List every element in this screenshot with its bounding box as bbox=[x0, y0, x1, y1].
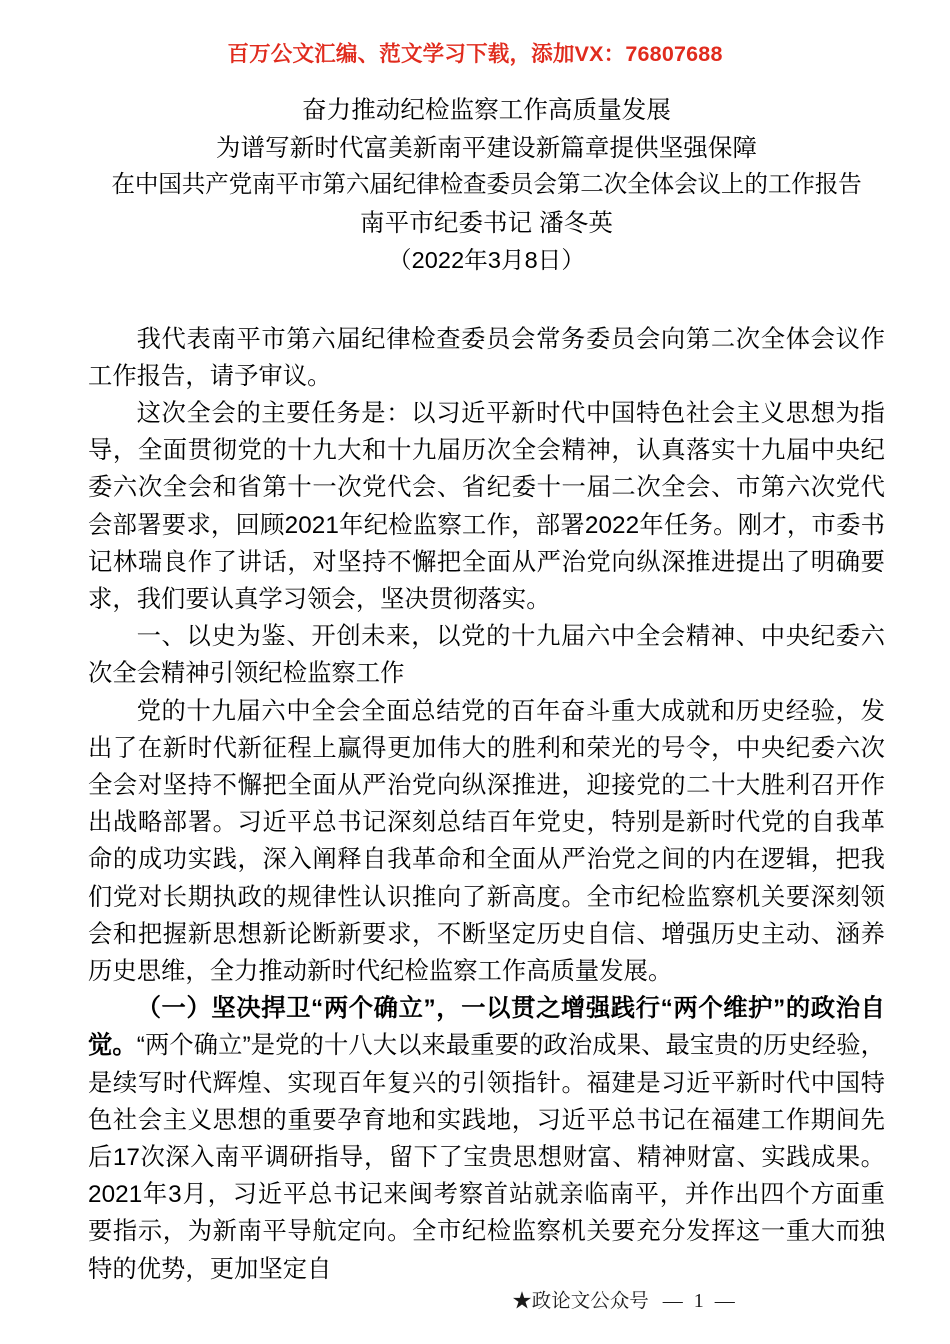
footer-star-icon: ★ bbox=[512, 1291, 532, 1312]
paragraph-subsection-one bbox=[88, 990, 885, 1288]
title-line-3: 在中国共产党南平市第六届纪律检查委员会第二次全体会议上的工作报告 bbox=[111, 172, 862, 198]
title-author-line: 南平市纪委书记 潘冬英 bbox=[360, 209, 613, 237]
title-line-1: 奋力推动纪检监察工作高质量发展 bbox=[302, 97, 671, 124]
promo-header-banner: 百万公文汇编、范文学习下载，添加VX：76807688 bbox=[227, 42, 723, 66]
section-heading-one: 一、以史为鉴、开创未来，以党的十九届六中全会精神、中央纪委六次全会精神引领纪检监察工作 bbox=[88, 623, 885, 688]
paragraph-opening: 我代表南平市第六届纪律检查委员会常务委员会向第二次全体会议作工作报告，请予审议。 bbox=[88, 325, 885, 390]
page-footer bbox=[0, 1289, 950, 1314]
subsection-one-bold-heading: （一）坚决捍卫“两个确立”，一以贯之增强践行“两个维护”的政治自觉。 bbox=[88, 995, 885, 1060]
document-body-column bbox=[88, 92, 885, 1288]
subsection-one-text: “两个确立”是党的十八大以来最重要的政治成果、最宝贵的历史经验，是续写时代辉煌、实现百年复兴的引领指针。福建是习近平新时代中国特色社会主义思想的重要孕育地和实践地，习近平总书记在福建工作期间先后17次深入南平调研指导，留下了宝贵思想财富、精神财富、实践成果。2021年3月，习近平总书记来闽考察首站就亲临南平，并作出四个方面重要指示，为新南平导航定向。全市纪检监察机关要充分发挥这一重大而独特的优势，更加坚定自 bbox=[88, 1032, 885, 1283]
title-date-line: （2022年3月8日） bbox=[387, 247, 586, 273]
page-number: — 1 — bbox=[662, 1290, 738, 1312]
footer-brand-label: 政论文公众号 bbox=[531, 1291, 649, 1312]
paragraph-sixth-plenum: 党的十九届六中全会全面总结党的百年奋斗重大成就和历史经验，发出了在新时代新征程上赢得更加伟大的胜利和荣光的号令，中央纪委六次全会对坚持不懈把全面从严治党向纵深推进，迎接党的二十大胜利召开作出战略部署。习近平总书记深刻总结百年党史，特别是新时代党的自我革命的成功实践，深入阐释自我革命和全面从严治党之间的内在逻辑，把我们党对长期执政的规律性认识推向了新高度。全市纪检监察机关要深刻领会和把握新思想新论断新要求，不断坚定历史自信、增强历史主动、涵养历史思维，全力推动新时代纪检监察工作高质量发展。 bbox=[88, 697, 885, 985]
title-line-2: 为谱写新时代富美新南平建设新篇章提供坚强保障 bbox=[215, 134, 758, 162]
document-title-block bbox=[88, 92, 885, 280]
document-body-text bbox=[88, 321, 885, 1288]
footer-inner-group bbox=[512, 1289, 738, 1314]
paragraph-meeting-tasks: 这次全会的主要任务是：以习近平新时代中国特色社会主义思想为指导，全面贯彻党的十九大和十九届历次全会精神，认真落实十九届中央纪委六次全会和省第十一次党代会、省纪委十一届二次全会、市第六次党代会部署要求，回顾2021年纪检监察工作，部署2022年任务。刚才，市委书记林瑞良作了讲话，对坚持不懈把全面从严治党向纵深推进提出了明确要求，我们要认真学习领会，坚决贯彻落实。 bbox=[88, 399, 885, 613]
